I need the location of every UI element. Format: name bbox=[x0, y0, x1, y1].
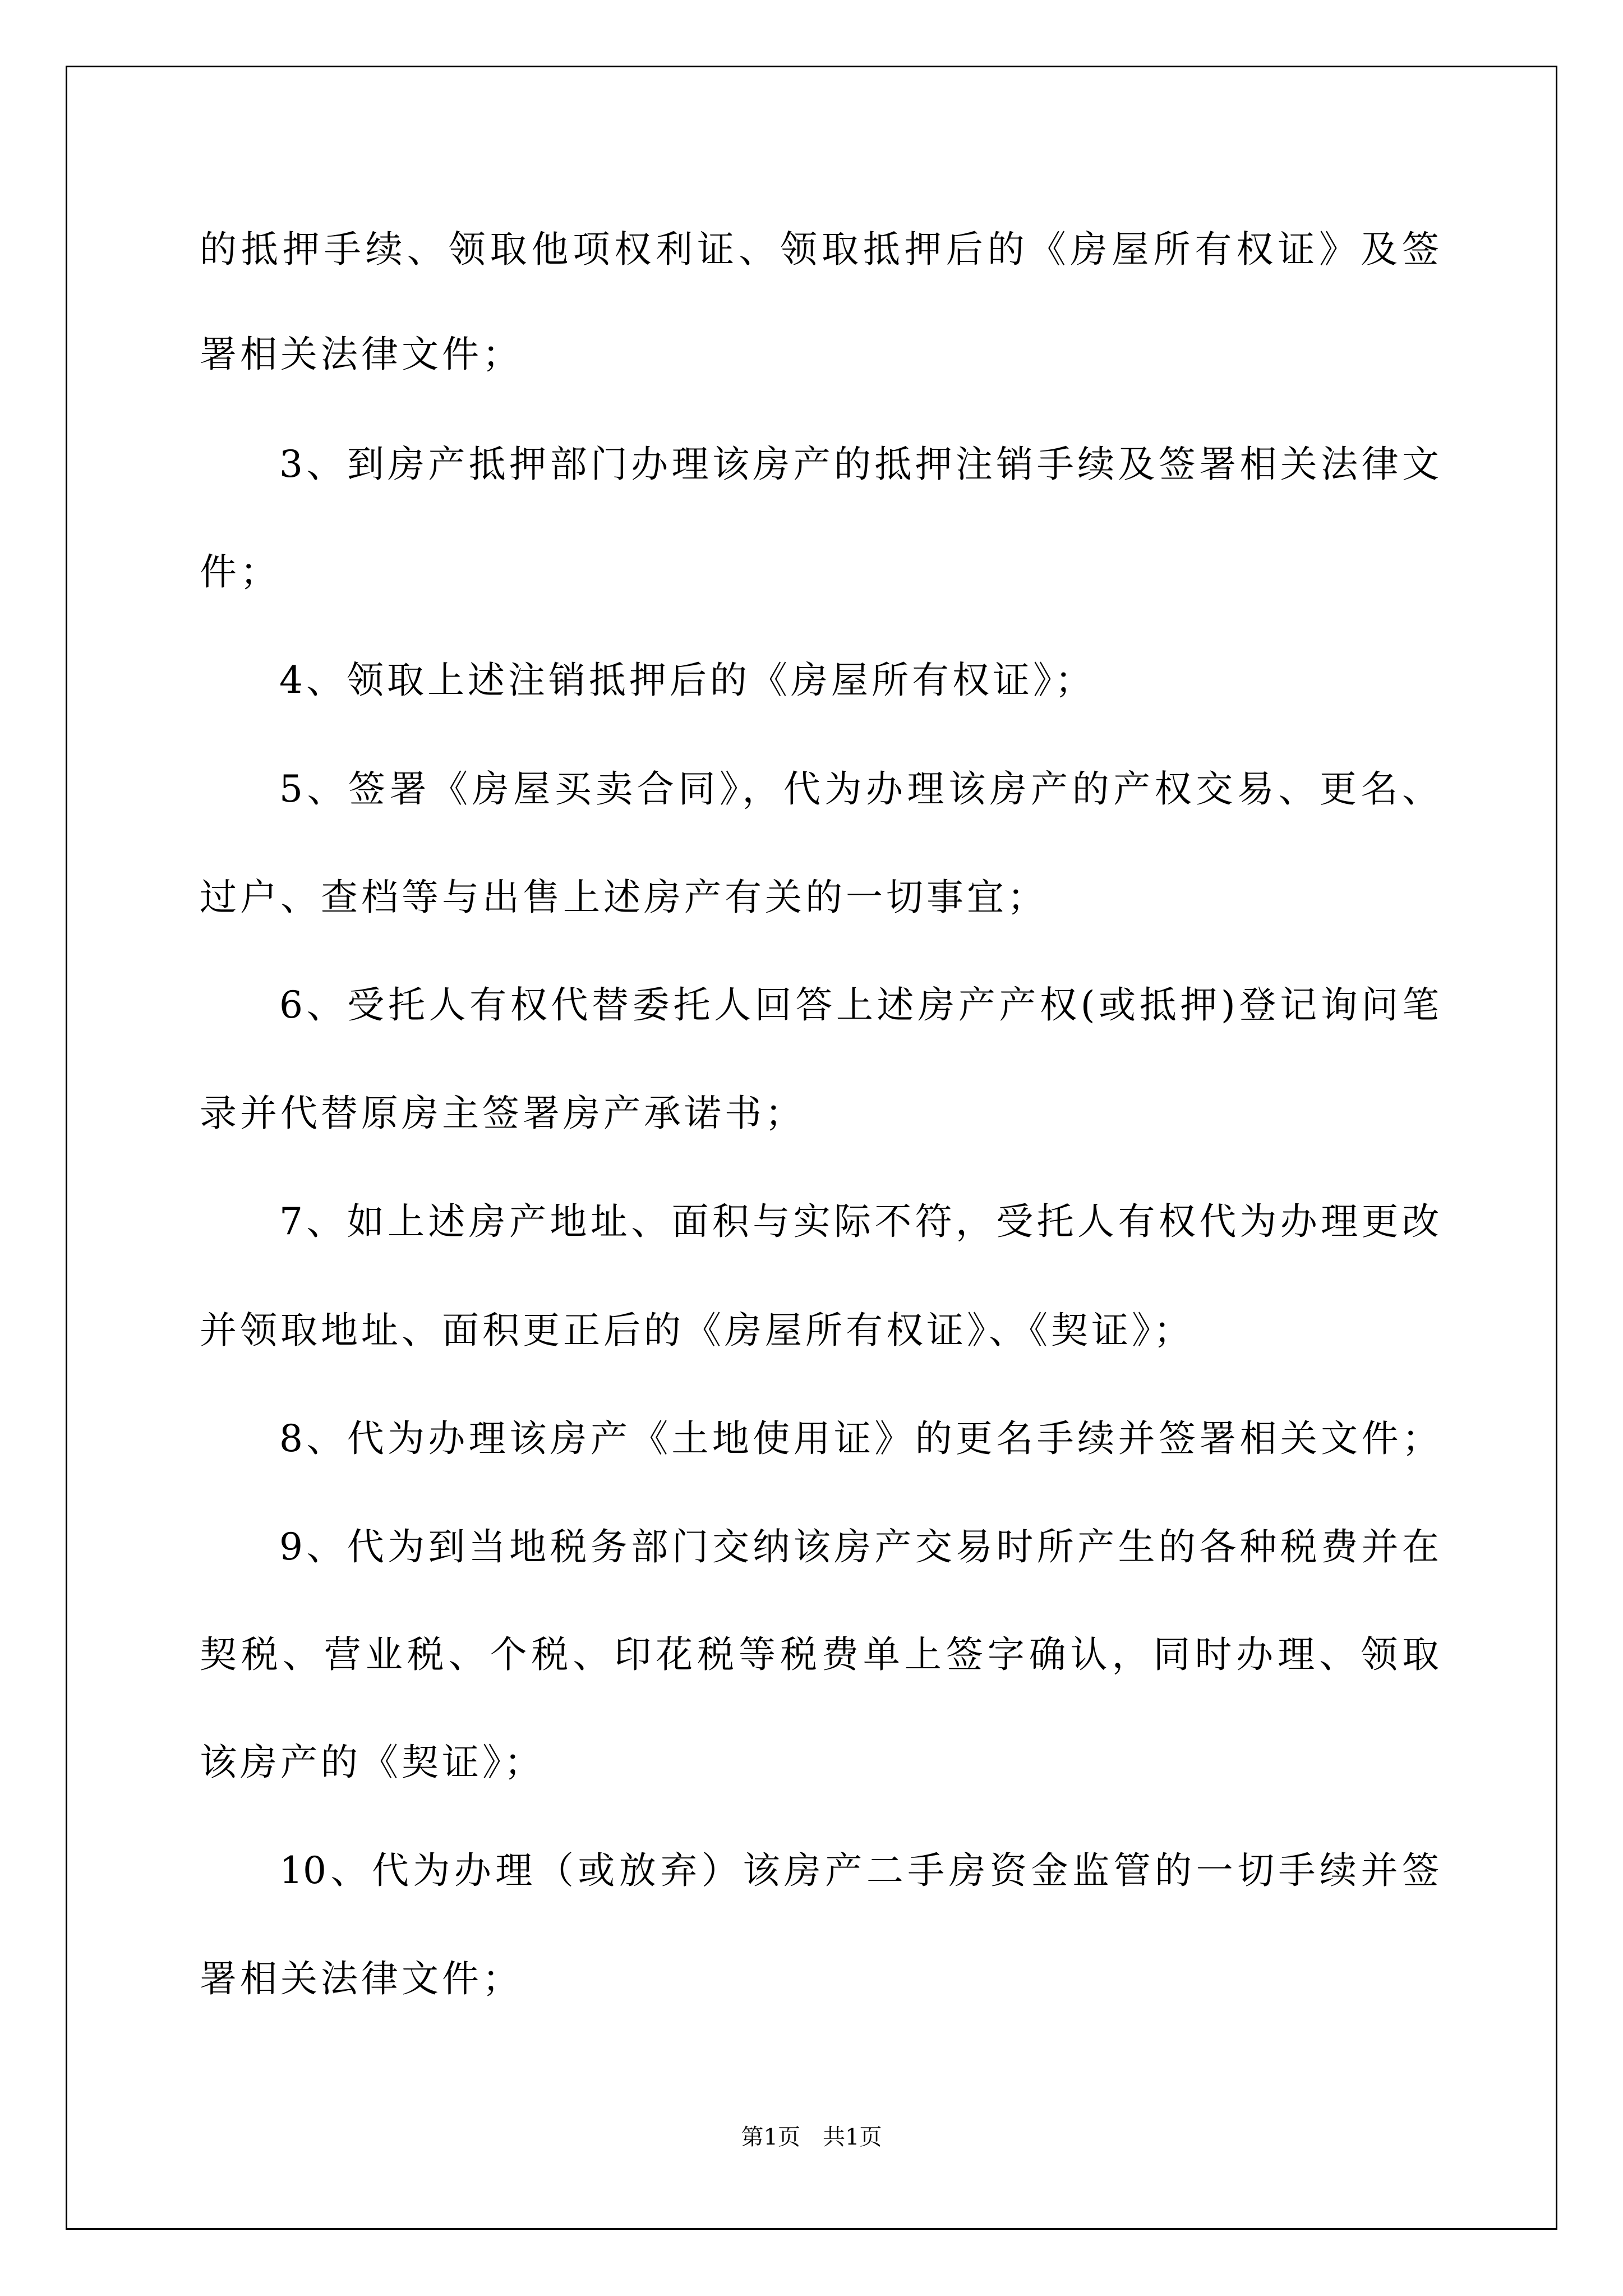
text-line: 件； bbox=[200, 550, 280, 593]
text-line: 署相关法律文件； bbox=[200, 1957, 523, 2000]
text-line: 过户、查档等与出售上述房产有关的一切事宜； bbox=[200, 876, 1048, 919]
page-number: 第1页 共1页 bbox=[741, 2124, 882, 2150]
paragraph-9-line: 9、代为到当地税务部门交纳该房产交易时所产生的各种税费并在 bbox=[279, 1525, 1439, 1568]
paragraph-6-line: 6、受托人有权代替委托人回答上述房产产权(或抵押)登记询问笔 bbox=[279, 983, 1439, 1027]
text-line: 署相关法律文件； bbox=[200, 333, 523, 376]
text-line: 该房产的《契证》； bbox=[200, 1741, 545, 1784]
text-line: 的抵押手续、领取他项权利证、领取抵押后的《房屋所有权证》及签 bbox=[200, 228, 1439, 271]
text-line: 录并代替原房主签署房产承诺书； bbox=[200, 1092, 805, 1135]
paragraph-8-line: 8、代为办理该房产《土地使用证》的更名手续并签署相关文件； bbox=[279, 1417, 1439, 1460]
paragraph-5-line: 5、签署《房屋买卖合同》，代为办理该房产的产权交易、更名、 bbox=[279, 767, 1439, 811]
page-border bbox=[66, 66, 1557, 2230]
text-line: 并领取地址、面积更正后的《房屋所有权证》、《契证》； bbox=[200, 1309, 1194, 1352]
paragraph-3-line: 3、到房产抵押部门办理该房产的抵押注销手续及签署相关法律文 bbox=[279, 443, 1439, 486]
paragraph-7-line: 7、如上述房产地址、面积与实际不符，受托人有权代为办理更改 bbox=[279, 1200, 1439, 1243]
paragraph-10-line: 10、代为办理（或放弃）该房产二手房资金监管的一切手续并签 bbox=[279, 1849, 1439, 1892]
text-line: 契税、营业税、个税、印花税等税费单上签字确认，同时办理、领取 bbox=[200, 1633, 1439, 1676]
paragraph-4-line: 4、领取上述注销抵押后的《房屋所有权证》； bbox=[279, 659, 1095, 702]
